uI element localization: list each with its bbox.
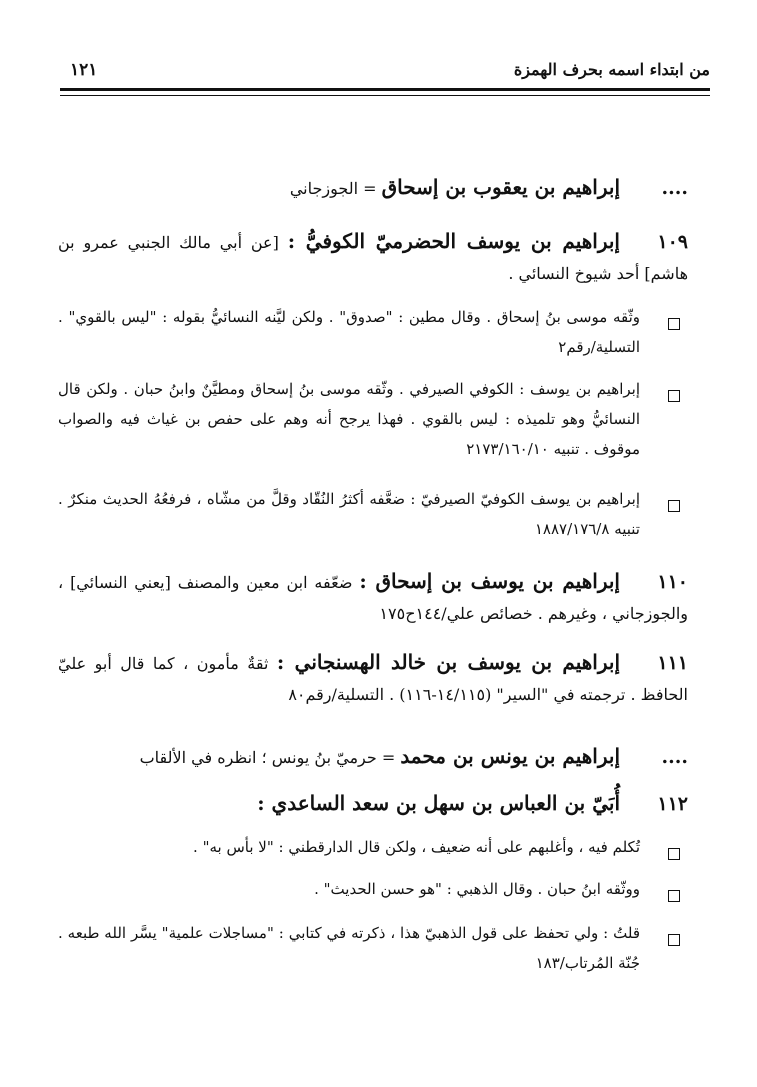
header-rule-thick (60, 88, 710, 91)
entry-text: = حرميّ بنُ يونس ؛ انظره في الألقاب (139, 748, 401, 767)
entry-number: ١١١ (657, 652, 689, 674)
entry-number: .... (661, 746, 688, 768)
note-bullet-icon (668, 500, 680, 512)
entry-ibrahim-ibn-yaqub (58, 172, 688, 204)
entry-text: ضعّفه ابن معين والمصنف [يعني النسائي] ، والجوزجاني ، وغيرهم . خصائص علي/١٤٤ح١٧٥ (58, 573, 688, 623)
note-item: إبراهيم بن يوسف : الكوفي الصيرفي . وثّقه موسى بنُ إسحاق ومطيَّنٌ وابنُ حبان . ولكن قال النسائيُّ وهو تلميذه : ليس بالقوي . فهذا يرجح أنه وهم على حفص بن غياث فيه والصواب موقوف . تنبيه ٢١٧٣/١٦٠/١٠ (58, 380, 640, 458)
note-item: ووثّقه ابنُ حبان . وقال الذهبي : "هو حسن الحديث" . (314, 880, 640, 898)
entry-name: إبراهيم بن يوسف بن إسحاق : (359, 569, 620, 593)
entry-109 (58, 226, 688, 289)
entry-110 (58, 566, 688, 629)
entry-ibrahim-ibn-yunus (58, 741, 688, 773)
note-item: تُكلم فيه ، وأغلبهم على أنه ضعيف ، ولكن قال الدارقطني : "لا بأس به" . (193, 838, 640, 856)
header-rule-thin (60, 95, 710, 96)
entry-112 (58, 788, 688, 820)
entry-name: إبراهيم بن يوسف بن خالد الهسنجاني : (276, 650, 621, 674)
entry-111 (58, 647, 688, 710)
chapter-title: من ابتداء اسمه بحرف الهمزة (513, 60, 710, 79)
note-item: إبراهيم بن يوسف الكوفيّ الصيرفيّ : ضعَّفه أكثرُ النُقّاد وقلَّ من مشّاه ، فرفعُهُ الحديث منكرٌ . تنبيه ١٨٨٧/١٧٦/٨ (58, 490, 640, 538)
entry-name: إبراهيم بن يوسف الحضرميّ الكوفيُّ : (287, 229, 620, 253)
entry-name: إبراهيم بن يونس بن محمد (400, 744, 620, 768)
entry-number: .... (661, 177, 688, 199)
note-bullet-icon (668, 890, 680, 902)
note-item: وثّقه موسى بنُ إسحاق . وقال مطين : "صدوق" . ولكن ليَّنه النسائيُّ بقوله : "ليس بالقوي" . التسلية/رقم٢ (58, 308, 640, 356)
entry-number: ١٠٩ (657, 231, 688, 253)
note-item: قلتُ : ولي تحفظ على قول الذهبيّ هذا ، ذكرته في كتابي : "مساجلات علمية" يسَّر الله طبعه . جُنّة المُرتاب/١٨٣ (58, 924, 640, 972)
page-number: ١٢١ (70, 60, 98, 80)
note-bullet-icon (668, 318, 680, 330)
entry-number: ١١٠ (657, 571, 688, 593)
running-header (60, 58, 710, 84)
entry-name: إبراهيم بن يعقوب بن إسحاق (381, 175, 620, 199)
note-bullet-icon (668, 390, 680, 402)
entry-number: ١١٢ (657, 793, 688, 815)
entry-text: = الجوزجاني (289, 179, 382, 198)
note-bullet-icon (668, 848, 680, 860)
entry-text: ثقةٌ مأمون ، كما قال أبو عليّ الحافظ . ترجمته في "السير" (١٤/١١٥-١١٦) . التسلية/رقم٨٠ (58, 654, 688, 704)
entry-name: أُبَيّ بن العباس بن سهل بن سعد الساعدي : (257, 791, 620, 815)
note-bullet-icon (668, 934, 680, 946)
entry-text: [عن أبي مالك الجنبي عمرو بن هاشم] أحد شيوخ النسائي . (58, 233, 688, 283)
